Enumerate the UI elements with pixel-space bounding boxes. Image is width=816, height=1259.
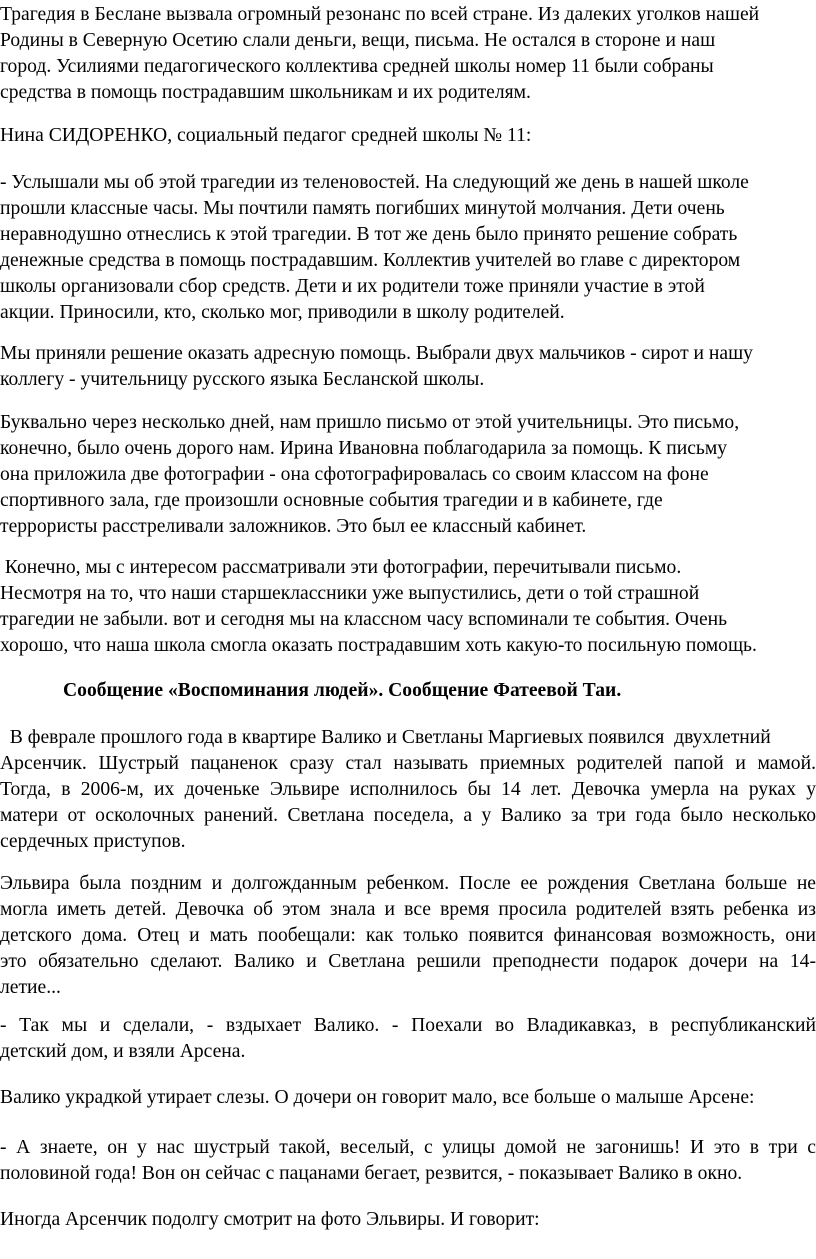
text-line: Тогда, в 2006-м, их доченьке Эльвире исполнилось бы 14 лет. Девочка умерла на руках у <box>0 779 816 800</box>
text-line: Буквально через несколько дней, нам пришло письмо от этой учительницы. Это письмо, <box>0 412 740 433</box>
text-line: неравнодушно отнеслись к этой трагедии. В тот же день было принято решение собрать <box>0 224 738 245</box>
text-line: Родины в Северную Осетию слали деньги, вещи, письма. Не остался в стороне и наш <box>0 30 716 51</box>
text-line: акции. Приносили, кто, сколько мог, приводили в школу родителей. <box>0 302 565 323</box>
text-line: половиной года! Вон он сейчас с пацанами бегает, резвится, - показывает Валико в окно. <box>0 1163 743 1184</box>
text-line: Мы приняли решение оказать адресную помощь. Выбрали двух мальчиков - сирот и нашу <box>0 343 753 364</box>
paragraph-quote-1 <box>0 170 816 326</box>
paragraph-intro <box>0 2 816 106</box>
text-line: Иногда Арсенчик подолгу смотрит на фото Эльвиры. И говорит: <box>0 1209 540 1230</box>
text-line: Несмотря на то, что наши старшеклассники уже выпустились, дети о той страшной <box>0 583 700 604</box>
text-line: детского дома. Отец и мать пообещали: как только появится финансовая возможность, они <box>0 925 816 946</box>
text-line: Арсенчик. Шустрый пацаненок сразу стал называть приемных родителей папой и мамой. <box>0 753 816 774</box>
paragraph-tears <box>0 1085 816 1111</box>
text-line: матери от осколочных ранений. Светлана поседела, а у Валико за три года было несколько <box>0 805 816 826</box>
text-line: Конечно, мы с интересом рассматривали эти фотографии, перечитывали письмо. <box>0 557 682 578</box>
paragraph-photo-look <box>0 1207 816 1233</box>
paragraph-letter <box>0 410 816 540</box>
paragraph-valiko-quote <box>0 1013 816 1065</box>
text-line: коллегу - учительницу русского языка Бесланской школы. <box>0 369 485 390</box>
paragraph-arsen-quote <box>0 1135 816 1187</box>
text-line: конечно, было очень дорого нам. Ирина Ивановна поблагодарила за помощь. К письму <box>0 438 728 459</box>
text-line: Трагедия в Беслане вызвала огромный резонанс по всей стране. Из далеких уголков нашей <box>0 4 760 25</box>
text-line: Нина СИДОРЕНКО, социальный педагог средней школы № 11: <box>0 125 532 146</box>
text-line: В феврале прошлого года в квартире Валико и Светланы Маргиевых появился двухлетний <box>0 727 771 748</box>
paragraph-arsen <box>0 725 816 855</box>
text-line: прошли классные часы. Мы почтили память погибших минутой молчания. Дети очень <box>0 198 725 219</box>
paragraph-elvira <box>0 871 816 1001</box>
text-line: трагедии не забыли. вот и сегодня мы на классном часу вспоминали те события. Очень <box>0 609 728 630</box>
text-line: средства в помощь пострадавшим школьникам и их родителям. <box>0 82 531 103</box>
text-line: террористы расстреливали заложников. Это был ее классный кабинет. <box>0 516 587 537</box>
text-line: школы организовали сбор средств. Дети и их родители тоже приняли участие в этой <box>0 276 705 297</box>
text-line: - А знаете, он у нас шустрый такой, веселый, с улицы домой не загонишь! И это в три с <box>0 1137 816 1158</box>
text-line: она приложила две фотографии - она сфотографировалась со своим классом на фоне <box>0 464 709 485</box>
text-line: - Так мы и сделали, - вздыхает Валико. - Поехали во Владикавказ, в республиканский <box>0 1015 816 1036</box>
text-line: хорошо, что наша школа смогла оказать пострадавшим хоть какую-то посильную помощь. <box>0 635 757 656</box>
paragraph-help <box>0 341 816 393</box>
text-line: это обязательно сделают. Валико и Светлана решили преподнести подарок дочери на 14- <box>0 951 816 972</box>
text-line: город. Усилиями педагогического коллектива средней школы номер 11 были собраны <box>0 56 714 77</box>
text-line: Валико украдкой утирает слезы. О дочери он говорит мало, все больше о малыше Арсене: <box>0 1087 755 1108</box>
text-line: детский дом, и взяли Арсена. <box>0 1041 246 1062</box>
section-heading: Сообщение «Воспоминания людей». Сообщение Фатеевой Таи. <box>63 680 622 701</box>
paragraph-photos <box>0 555 816 659</box>
text-line: могла иметь детей. Девочка об этом знала и все время просила родителей взять ребенка из <box>0 899 816 920</box>
text-line: денежные средства в помощь пострадавшим. Коллектив учителей во главе с директором <box>0 250 741 271</box>
paragraph-speaker <box>0 123 816 149</box>
text-line: сердечных приступов. <box>0 831 186 852</box>
text-line: летие... <box>0 977 61 998</box>
text-line: - Услышали мы об этой трагедии из теленовостей. На следующий же день в нашей школе <box>0 172 749 193</box>
text-line: Эльвира была поздним и долгожданным ребенком. После ее рождения Светлана больше не <box>0 873 816 894</box>
text-line: спортивного зала, где произошли основные события трагедии и в кабинете, где <box>0 490 663 511</box>
